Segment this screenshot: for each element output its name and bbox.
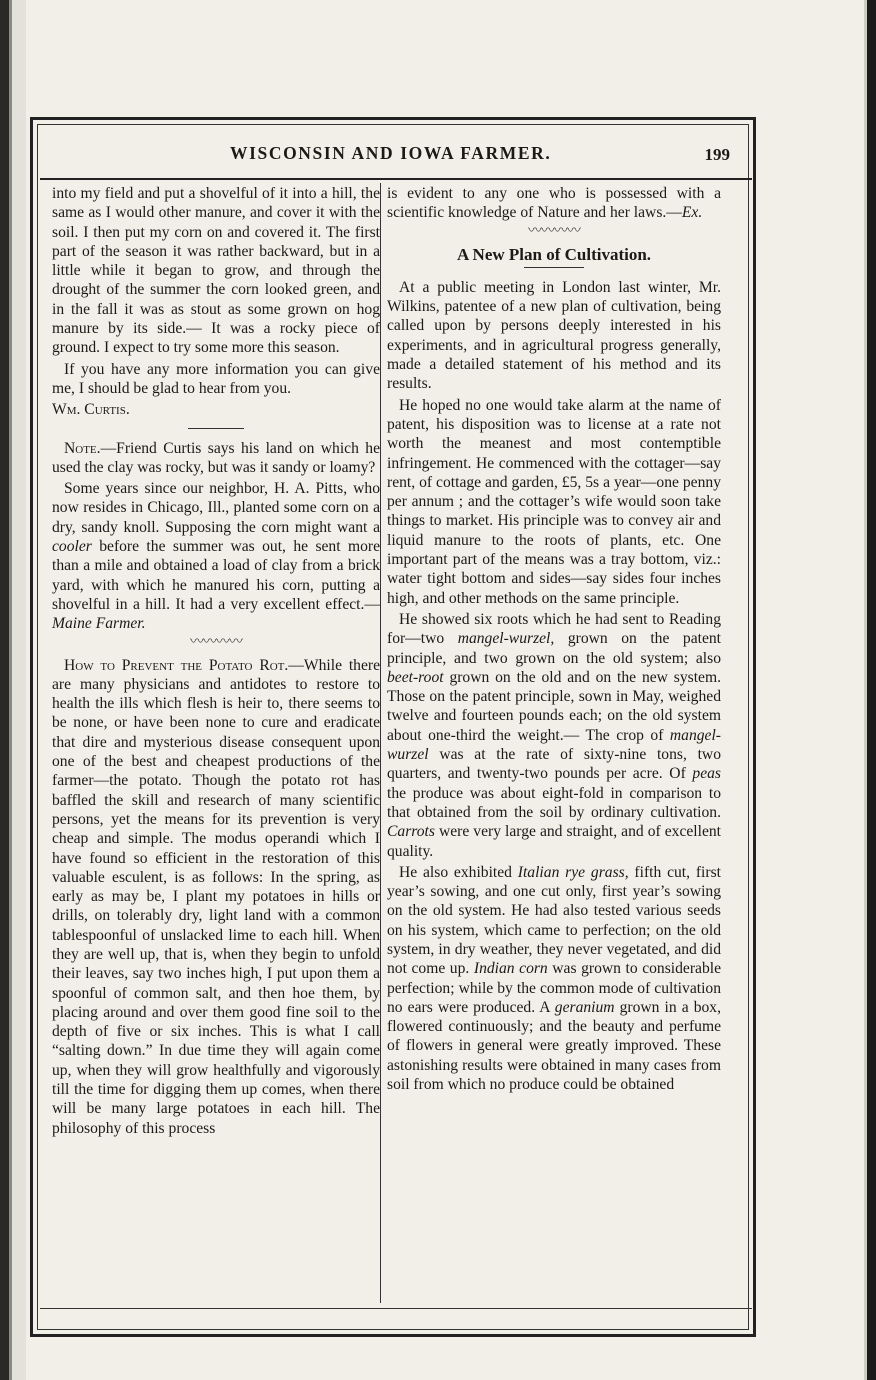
page-edge-shadow (864, 0, 876, 1380)
exhibit-paragraph (387, 863, 721, 1095)
exhibit-text-c: was grown to considerable perfection; while by the common mode of cultivation no ears were produced. A (387, 960, 721, 1016)
page-number: 199 (704, 145, 730, 164)
editor-note (52, 439, 380, 478)
exhibit-text-b: fifth cut, first year’s sowing, and one cut only, first year’s sowing on the old system. He had also tested various seeds on his system, which came to perfection; on the old system, in dry weather, they never vegetated, and did not come up. (387, 863, 721, 978)
roots-em-mangel-2: mangel-wurzel (387, 726, 721, 764)
roots-paragraph (387, 610, 721, 861)
note-text: —Friend Curtis says his land on which he used the clay was rocky, but was it sandy or loamy? (52, 439, 380, 476)
header-rule (40, 178, 752, 180)
roots-text-a: He showed six roots which he had sent to Reading for—two (387, 610, 721, 648)
binding-edge (0, 0, 26, 1380)
philosophy-paragraph (387, 184, 721, 223)
potato-text: —While there are many physicians and antidotes to restore to health the ills which flesh is heir to, there seems to be none, or have been none to cure and eradicate that dire and mysterious disease consequent upon one of the best and cheapest productions of the farmer—the potato. Though the potato rot has baffled the skill and research of many scientific persons, yet the means for its prevention is very cheap and simple. The modus operandi which I have found so efficient in the restoration of this valuable esculent, is as follows: In the spring, as early as may be, I plant my potatoes in hills or drills, on tolerably dry, light land with a common tablespoonful of unslacked lime to each hill. When they are well up, that is, when they begin to unfold their leaves, say two inches high, I put upon them a spoonful of common salt, and then hoe them, by placing around and over them good fine soil to the depth of five or six inches. This is what I call “salting down.” In due time they will again come up, when they will grow healthfully and vigorously till the time for digging them up comes, when there will be many large potatoes in each hill. The philosophy of this process (52, 656, 380, 1137)
exhibit-em-ryegrass: Italian rye grass, (517, 863, 629, 881)
bottom-rule (40, 1308, 752, 1309)
running-title: WISCONSIN AND IOWA FARMER. (230, 143, 552, 163)
short-rule (188, 428, 244, 429)
roots-text-c: grown on the old and on the new system. Those on the patent principle, sown in May, weighed twelve and fourteen pounds each; on the old system about one-third the weight.— The crop of (387, 668, 721, 744)
roots-text-d: was at the rate of sixty-nine tons, two quarters, and twenty-two pounds per acre. Of (387, 746, 721, 783)
letter-signature: Wm. Curtis. (52, 401, 130, 419)
note-label: Note. (64, 439, 101, 457)
wavy-rule-right: 〰〰〰〰 (528, 223, 580, 239)
philosophy-source: Ex. (681, 204, 703, 222)
letter-closing: If you have any more information you can give me, I should be glad to hear from you. (52, 360, 380, 397)
pitts-emphasis: cooler (52, 538, 92, 556)
section-title: A New Plan of Cultivation. (456, 244, 652, 264)
pitts-text-cont: before the summer was out, he sent more than a mile and obtained a load of clay from a brick yard, with which he manured his corn, putting a shovelful in a hill. It had a very excellent effect.— (52, 538, 380, 613)
exhibit-em-corn: Indian corn (473, 960, 548, 978)
pitts-source: Maine Farmer. (52, 615, 146, 633)
right-column (387, 184, 721, 1096)
potato-heading: How to Prevent the Potato Rot. (64, 656, 289, 674)
potato-article (52, 656, 380, 1138)
patent-paragraph: He hoped no one would take alarm at the name of patent, his disposition was to license at a rate not worth the meanest and most contemptible infringement. He commenced with the cottager—say rent, of cottage and garden, £5, 5s a year—one penny per annum ; and the cottager’s wife would soon take things to market. His principle was to convey air and liquid manure to the roots of plants, etc. One important part of the means was a tray bottom, viz.: water tight bottom and sides—say sides four inches high, and other methods on the same principle. (387, 396, 721, 607)
roots-em-mangel: mangel-wurzel, (457, 630, 555, 648)
roots-em-beet: beet-root (387, 668, 444, 686)
heading-rule (524, 267, 584, 268)
pitts-paragraph (52, 479, 380, 633)
roots-em-carrots: Carrots (387, 823, 435, 841)
letter-paragraph: into my field and put a shovelful of it into a hill, the same as I would other manure, and cover it with the soil. I then put my corn on and covered it. The first part of the season it was rather backward, but in a little while it began to grow, and through the drought of the summer the corn looked green, and in the fall it was as stout as some grown on hog manure by its side.— It was a rocky piece of ground. I expect to try some more this season. (52, 185, 380, 357)
left-column (52, 184, 380, 1140)
wavy-rule: 〰〰〰〰 (190, 634, 242, 650)
column-divider (380, 183, 381, 1303)
roots-text-f: were very large and straight, and of excellent quality. (387, 823, 721, 860)
philosophy-text: is evident to any one who is possessed with a scientific knowledge of Nature and her laws.— (387, 185, 721, 222)
meeting-paragraph: At a public meeting in London last winter, Mr. Wilkins, patentee of a new plan of cultivation, being called upon by persons deeply interested in his experiments, and in agricultural progress generally, made a detailed statement of his method and its results. (387, 278, 721, 393)
exhibit-em-geranium: geranium (554, 998, 615, 1016)
pitts-text: Some years since our neighbor, H. A. Pitts, who now resides in Chicago, Ill., planted some corn on a dry, sandy knoll. Supposing the corn might want a (52, 480, 380, 536)
roots-text-b: grown on the patent principle, and two grown on the old system; also (387, 630, 721, 667)
running-head (60, 141, 730, 171)
roots-text-e: the produce was about eight-fold in comparison to that obtained from the soil by ordinary cultivation. (387, 784, 721, 821)
exhibit-text-d: grown in a box, flowered continuously; and the beauty and perfume of flowers in general were greatly improved. These astonishing results were obtained in many cases from soil from which no produce could be obtained (387, 998, 722, 1094)
roots-em-peas: peas (692, 765, 721, 783)
exhibit-text-a: He also exhibited (399, 863, 518, 881)
